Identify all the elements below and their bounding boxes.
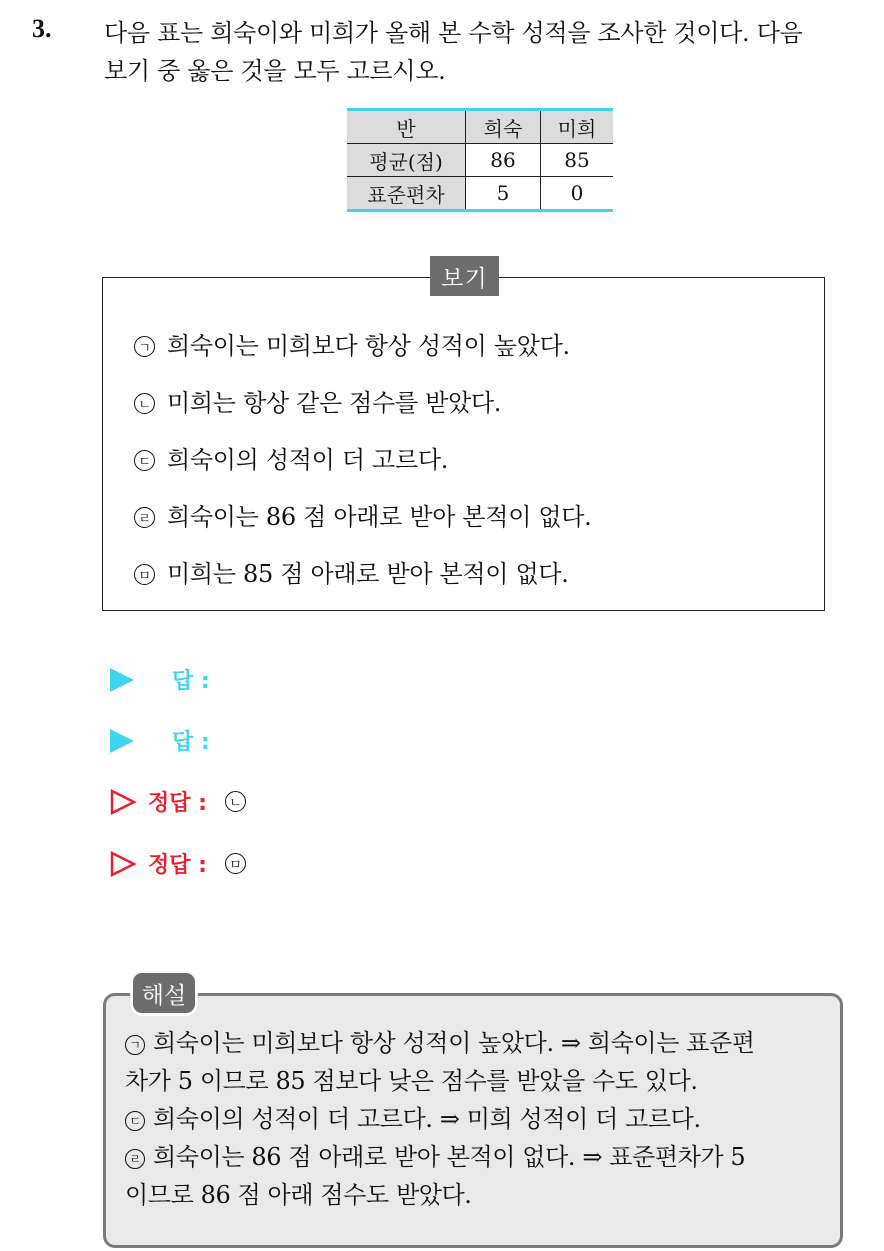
- question-line-1: 다음 표는 희숙이와 미희가 올해 본 수학 성적을 조사한 것이다. 다음: [104, 19, 803, 47]
- triangle-outline-icon: [110, 851, 136, 877]
- explanation-line: [125, 1138, 835, 1176]
- circled-mark: ㄴ: [225, 791, 246, 812]
- table-row-label: 평균(점): [347, 144, 466, 177]
- option-item: [134, 383, 501, 418]
- explanation-line-text: 이므로 86 점 아래 점수도 받았다.: [125, 1181, 472, 1209]
- circled-mark: ㄷ: [134, 450, 155, 471]
- table-header-cell: 반: [347, 110, 466, 144]
- option-text: 희숙이는 미희보다 항상 성적이 높았다.: [167, 332, 570, 360]
- table-cell: 0: [541, 177, 614, 211]
- explanation-line: [125, 1024, 835, 1062]
- explanation-text: [125, 1024, 835, 1214]
- option-item: [134, 440, 448, 475]
- explanation-title: 해설: [130, 970, 198, 1016]
- option-item: [134, 554, 569, 589]
- circled-mark: ㄱ: [134, 336, 155, 357]
- table-header-cell: 희숙: [466, 110, 541, 144]
- option-item: [134, 497, 592, 532]
- table-header-cell: 미희: [541, 110, 614, 144]
- explanation-line-text: 차가 5 이므로 85 점보다 낮은 점수를 받았을 수도 있다.: [125, 1067, 698, 1095]
- circled-mark: ㄴ: [134, 393, 155, 414]
- circled-mark: ㅁ: [134, 564, 155, 585]
- option-text: 미희는 85 점 아래로 받아 본적이 없다.: [167, 560, 569, 588]
- table-cell: 86: [466, 144, 541, 177]
- explanation-line-text: 희숙이의 성적이 더 고르다. ⇒ 미희 성적이 더 고르다.: [153, 1105, 701, 1133]
- circled-mark: ㄹ: [125, 1149, 145, 1169]
- table-row-label: 표준편차: [347, 177, 466, 211]
- circled-mark: ㄹ: [134, 507, 155, 528]
- triangle-outline-icon: [110, 789, 136, 815]
- option-text: 희숙이는 86 점 아래로 받아 본적이 없다.: [167, 503, 592, 531]
- option-item: [134, 326, 570, 361]
- question-text: [104, 14, 874, 90]
- option-text: 희숙이의 성적이 더 고르다.: [167, 446, 449, 474]
- option-text: 미희는 항상 같은 점수를 받았다.: [167, 389, 502, 417]
- explanation-line: [125, 1176, 835, 1214]
- explanation-line-text: 희숙이는 86 점 아래로 받아 본적이 없다. ⇒ 표준편차가 5: [153, 1143, 746, 1171]
- explanation-line-text: 희숙이는 미희보다 항상 성적이 높았다. ⇒ 희숙이는 표준편: [153, 1029, 755, 1057]
- bogi-title: 보기: [430, 256, 499, 296]
- table-row: [347, 144, 613, 177]
- correct-answer-label: 정답 :: [148, 791, 207, 816]
- correct-answer-label: 정답 :: [148, 853, 207, 878]
- question-line-2: 보기 중 옳은 것을 모두 고르시오.: [104, 57, 446, 85]
- explanation-line: [125, 1100, 835, 1138]
- triangle-right-icon: [110, 668, 134, 692]
- answer-line: [110, 725, 210, 756]
- table-row: [347, 177, 613, 211]
- table-cell: 85: [541, 144, 614, 177]
- answer-line: [110, 664, 210, 695]
- explanation-line: [125, 1062, 835, 1100]
- question-number: 3.: [32, 14, 52, 43]
- correct-answer-line: [110, 786, 258, 817]
- answer-label: 답 :: [172, 669, 210, 694]
- table-header-row: [347, 110, 613, 144]
- table-cell: 5: [466, 177, 541, 211]
- correct-answer-line: [110, 848, 258, 879]
- circled-mark: ㄱ: [125, 1035, 145, 1055]
- circled-mark: ㅁ: [225, 853, 246, 874]
- answer-label: 답 :: [172, 730, 210, 755]
- score-table: [347, 108, 613, 212]
- triangle-right-icon: [110, 729, 134, 753]
- circled-mark: ㄷ: [125, 1111, 145, 1131]
